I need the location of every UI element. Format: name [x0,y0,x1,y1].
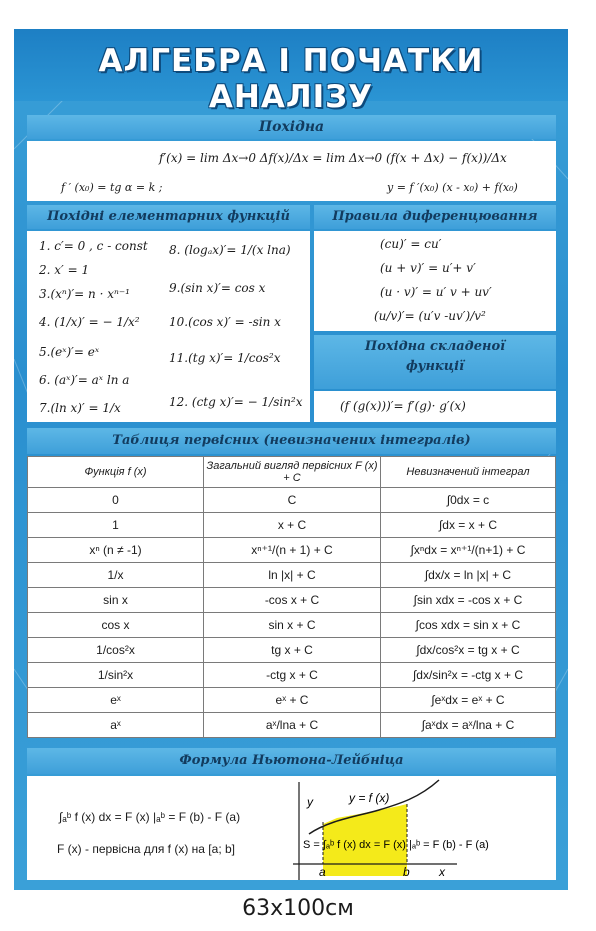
cell: -ctg x + C [204,663,381,688]
elem-6: 6. (aˣ)′= aˣ ln a [39,373,130,387]
cell: ∫0dx = c [381,488,556,513]
cell: xⁿ⁺¹/(n + 1) + C [204,538,381,563]
y-label: y [307,795,313,809]
table-row [28,688,556,713]
composite-header-line1: Похідна складеної [364,339,506,354]
col-general: Загальний вигляд первісних F (x) + C [204,457,381,488]
cell: sin x + C [204,613,381,638]
antiderivative-table [27,456,556,738]
elem-4: 4. (1/x)′ = − 1/x² [39,315,140,329]
composite-header-line2: функції [405,359,465,374]
elem-10: 10.(cos x)′ = -sin x [169,315,281,329]
elem-12: 12. (ctg x)′= − 1/sin²x [169,395,303,409]
derivative-header: Похідна [27,115,556,139]
elementary-header: Похідні елементарних функцій [27,205,310,229]
col-function: Функція f (x) [28,457,204,488]
elem-5: 5.(eˣ)′= eˣ [39,345,100,359]
cell: ∫eˣdx = eˣ + C [381,688,556,713]
rules-header: Правила диференцювання [314,205,556,229]
cell: aˣ [28,713,204,738]
page-title: АЛГЕБРА І ПОЧАТКИ АНАЛІЗУ [98,43,484,115]
cell: C [204,488,381,513]
table-row [28,513,556,538]
cell: tg x + C [204,638,381,663]
elem-9: 9.(sin x)′= cos x [169,281,266,295]
table-row [28,713,556,738]
x-label: x [439,865,445,879]
cell: ∫dx/x = ln |x| + C [381,563,556,588]
elem-2: 2. x′ = 1 [39,263,90,277]
cell: eˣ + C [204,688,381,713]
area-graph [289,776,549,880]
area-formula: S = ∫ₐᵇ f (x) dx = F (x) |ₐᵇ = F (b) - F (a) [303,839,489,851]
elem-3: 3.(xⁿ)′= n · xⁿ⁻¹ [39,287,130,301]
table-row [28,638,556,663]
cell: ∫aˣdx = aˣ/lna + C [381,713,556,738]
cell: -cos x + C [204,588,381,613]
derivative-definition: f′(x) = lim Δx→0 Δf(x)/Δx = lim Δx→0 (f(x + Δx) − f(x))/Δx [159,151,507,165]
table-head-row [28,457,556,488]
rule-product: (u · v)′ = u′ v + uv′ [380,285,492,299]
a-label: a [319,865,326,879]
cell: ∫cos xdx = sin x + C [381,613,556,638]
fx-label: y = f (x) [349,791,390,805]
rule-const: (cu)′ = cu′ [380,237,442,251]
elem-8: 8. (logₐx)′= 1/(x lna) [169,243,291,257]
rules-panel [314,231,556,331]
elementary-panel [27,231,310,422]
cell: 1/sin²x [28,663,204,688]
cell: ∫dx/cos²x = tg x + C [381,638,556,663]
table-row [28,538,556,563]
cell: sin x [28,588,204,613]
size-label: 63х100см [242,896,354,921]
table-row [28,613,556,638]
cell: ∫sin xdx = -cos x + C [381,588,556,613]
newton-formula: ∫ₐᵇ f (x) dx = F (x) |ₐᵇ = F (b) - F (a) [59,810,241,824]
table-row [28,588,556,613]
composite-formula: (f (g(x)))′= f′(g)· g′(x) [340,399,466,413]
table-row [28,488,556,513]
cell: 1 [28,513,204,538]
rule-sum: (u + v)′ = u′+ v′ [380,261,476,275]
tangent-equation: y = f ′(x₀) (x - x₀) + f(x₀) [387,181,518,194]
elem-1: 1. c′= 0 , c - const [39,239,148,253]
cell: ∫dx = x + C [381,513,556,538]
cell: ∫dx/sin²x = -ctg x + C [381,663,556,688]
cell: ∫xⁿdx = xⁿ⁺¹/(n+1) + C [381,538,556,563]
cell: cos x [28,613,204,638]
newton-panel [27,776,556,880]
table-row [28,663,556,688]
title-banner [14,29,568,115]
cell: aˣ/lna + C [204,713,381,738]
cell: eˣ [28,688,204,713]
elem-7: 7.(ln x)′ = 1/x [39,401,121,415]
cell: ln |x| + C [204,563,381,588]
newton-header: Формула Ньютона-Лейбніца [27,748,556,774]
b-label: b [403,865,410,879]
cell: 0 [28,488,204,513]
table-row [28,563,556,588]
elem-11: 11.(tg x)′= 1/cos²x [169,351,281,365]
composite-panel [314,391,556,422]
derivative-panel [27,141,556,201]
rule-quotient: (u/v)′= (u′v -uv′)/v² [374,309,486,323]
composite-header [314,335,556,389]
col-integral: Невизначений інтеграл [381,457,556,488]
newton-note: F (x) - первісна для f (x) на [a; b] [57,842,235,856]
table-header: Таблиця первісних (невизначених інтегралів) [27,428,556,454]
cell: xⁿ (n ≠ -1) [28,538,204,563]
cell: x + C [204,513,381,538]
cell: 1/x [28,563,204,588]
cell: 1/cos²x [28,638,204,663]
derivative-geometric: f ′ (x₀) = tg α = k ; [61,181,163,194]
